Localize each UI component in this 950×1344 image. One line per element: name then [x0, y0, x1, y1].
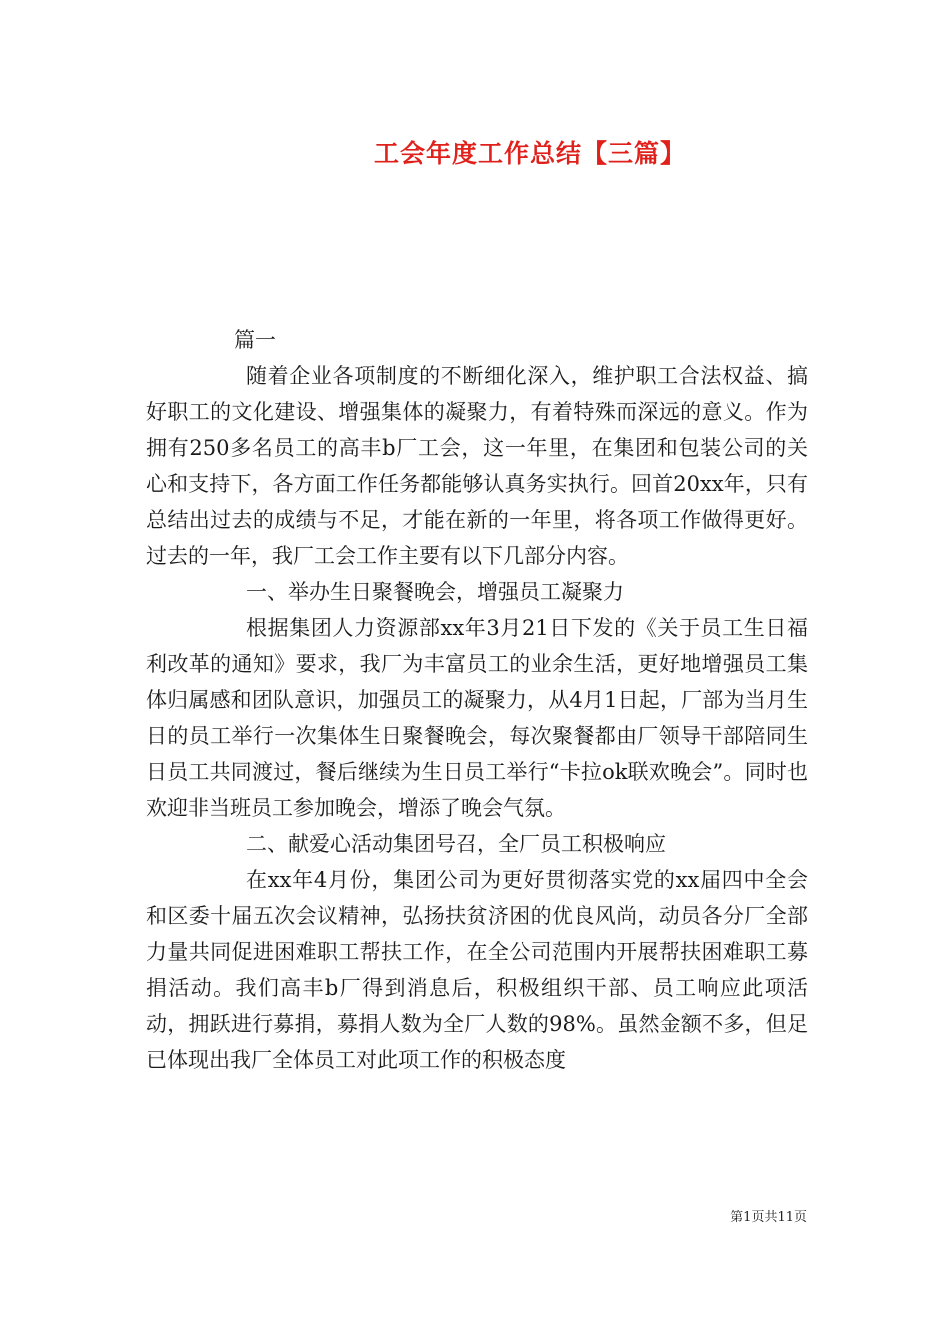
section-label: 篇一	[234, 328, 276, 352]
paragraph-intro: 随着企业各项制度的不断细化深入，维护职工合法权益、搞好职工的文化建设、增强集体的凝聚力，有着特殊而深远的意义。作为拥有250多名员工的高丰b厂工会，这一年里，在集团和包装公司的关心和支持下，各方面工作任务都能够认真务实执行。回首20xx年，只有总结出过去的成绩与不足，才能在新的一年里，将各项工作做得更好。过去的一年，我厂工会工作主要有以下几部分内容。	[146, 364, 808, 568]
document-title: 工会年度工作总结【三篇】	[373, 139, 686, 168]
document-body	[146, 322, 808, 1078]
heading-section-2: 二、献爱心活动集团号召，全厂员工积极响应	[246, 832, 666, 856]
paragraph-section-1: 根据集团人力资源部xx年3月21日下发的《关于员工生日福利改革的通知》要求，我厂为丰富员工的业余生活，更好地增强员工集体归属感和团队意识，加强员工的凝聚力，从4月1日起，厂部为当月生日的员工举行一次集体生日聚餐晚会，每次聚餐都由厂领导干部陪同生日员工共同渡过，餐后继续为生日员工举行“卡拉ok联欢晚会”。同时也欢迎非当班员工参加晚会，增添了晚会气氛。	[146, 616, 808, 820]
heading-section-1: 一、举办生日聚餐晚会，增强员工凝聚力	[246, 580, 624, 604]
paragraph-section-2: 在xx年4月份，集团公司为更好贯彻落实党的xx届四中全会和区委十届五次会议精神，弘扬扶贫济困的优良风尚，动员各分厂全部力量共同促进困难职工帮扶工作，在全公司范围内开展帮扶困难职工募捐活动。我们高丰b厂得到消息后，积极组织干部、员工响应此项活动，拥跃进行募捐，募捐人数为全厂人数的98%。虽然金额不多，但足已体现出我厂全体员工对此项工作的积极态度	[146, 868, 808, 1072]
page-number: 第1页共11页	[730, 1210, 807, 1225]
